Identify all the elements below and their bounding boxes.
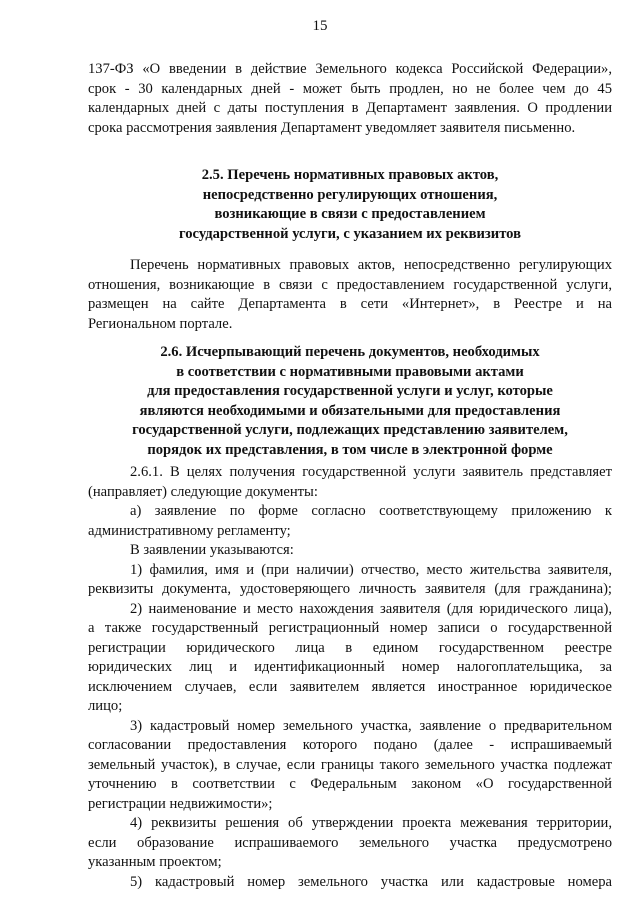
text-line: если образование испрашиваемого земельного участка предусмотрено	[88, 834, 612, 851]
heading-line: возникающие в связи с предоставлением	[214, 206, 486, 222]
text-line: реквизиты документа, удостоверяющего личность заявителя (для гражданина);	[88, 581, 612, 597]
text-line: лицо;	[88, 698, 123, 714]
text-line: 3) кадастровый номер земельного участка, заявление о предварительном	[130, 717, 612, 734]
heading-line: в соответствии с нормативными правовыми актами	[176, 363, 524, 380]
text-line: срока рассмотрения заявления Департамент уведомляет заявителя письменно.	[88, 119, 576, 136]
section-2-5-body	[88, 256, 612, 334]
text-line: срок - 30 календарных дней - может быть продлен, но не более чем до 45	[88, 80, 612, 97]
text-line: 4) реквизиты решения об утверждении проекта межевания территории,	[130, 815, 612, 831]
text-line: регистрации недвижимости»;	[88, 795, 273, 812]
text-line: 5) кадастровый номер земельного участка или кадастровые номера	[130, 873, 612, 890]
text-line: 1) фамилия, имя и (при наличии) отчество, место жительства заявителя,	[130, 561, 612, 578]
heading-line: 2.5. Перечень нормативных правовых актов,	[201, 167, 499, 183]
section-2-6-heading	[88, 343, 612, 460]
text-line: указанным проектом;	[88, 854, 222, 870]
text-line: согласовании предоставления которого подано (далее - испрашиваемый	[88, 737, 612, 753]
heading-line: государственной услуги, с указанием их реквизитов	[179, 225, 521, 242]
text-line: 137-ФЗ «О введении в действие Земельного кодекса Российской Федерации»,	[88, 61, 612, 77]
text-line: Региональном портале.	[88, 315, 233, 332]
section-2-5-heading	[88, 166, 612, 244]
heading-line: порядок их представления, в том числе в электронной форме	[147, 441, 553, 458]
text-line: административному регламенту;	[88, 522, 291, 539]
text-line: 2.6.1. В целях получения государственной услуги заявитель представляет	[130, 464, 612, 480]
heading-line: являются необходимыми и обязательными для предоставления	[139, 402, 561, 419]
text-line: отношения, возникающие в связи с предоставлением государственной услуги,	[88, 276, 612, 293]
text-line: календарных дней с даты поступления в Департамент заявления. О продлении	[88, 100, 612, 116]
text-line: а также государственный регистрационный номер записи о государственной	[88, 620, 612, 636]
heading-line: непосредственно регулирующих отношения,	[202, 186, 498, 203]
text-line: В заявлении указываются:	[130, 542, 294, 558]
intro-paragraph	[88, 60, 612, 138]
text-line: размещен на сайте Департамента в сети «Интернет», в Реестре и на	[88, 296, 612, 312]
heading-line: для предоставления государственной услуги и услуг, которые	[147, 383, 553, 399]
page-number: 15	[312, 18, 328, 34]
text-line: юридических лиц и идентификационный номер налогоплательщика, за	[88, 659, 612, 675]
text-line: исключением случаев, если заявителем является иностранное юридическое	[88, 678, 612, 695]
heading-line: государственной услуги, подлежащих представлению заявителем,	[132, 422, 568, 438]
heading-line: 2.6. Исчерпывающий перечень документов, необходимых	[160, 344, 540, 360]
text-line: Перечень нормативных правовых актов, непосредственно регулирующих	[130, 257, 612, 273]
text-line: а) заявление по форме согласно соответствующему приложению к	[130, 503, 612, 519]
text-line: регистрации юридического лица в едином государственном реестре	[88, 639, 612, 656]
text-line: земельный участок), в случае, если границы такого земельного участка подлежат	[88, 756, 612, 773]
section-2-6-body	[88, 463, 612, 892]
text-line: (направляет) следующие документы:	[88, 483, 318, 500]
text-line: уточнению в соответствии с Федеральным законом «О государственной	[88, 776, 612, 792]
text-line: 2) наименование и место нахождения заявителя (для юридического лица),	[130, 600, 612, 617]
